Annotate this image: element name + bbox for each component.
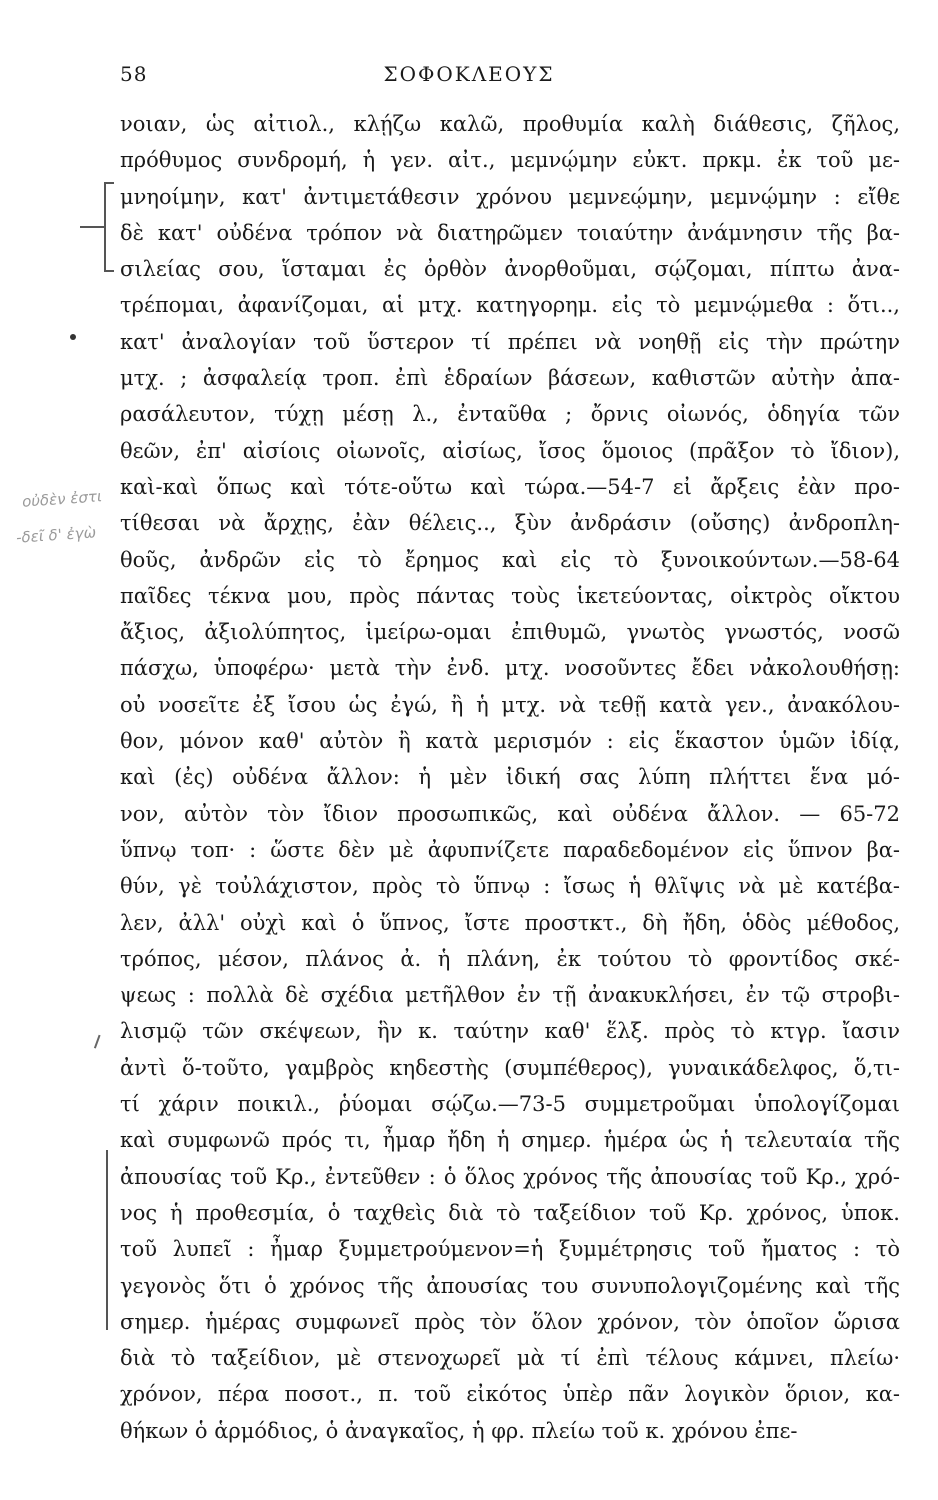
margin-dash	[80, 226, 106, 228]
page-header	[0, 56, 938, 92]
text-line: ὕπνῳ τοπ· : ὥστε δὲν μὲ ἀφυπνίζετε παραδεδομένον εἰς ὕπνον βα-	[120, 837, 900, 862]
commentary-text	[120, 106, 900, 1449]
text-line: μνηοίμην, κατ' ἀντιμετάθεσιν χρόνου μεμνεῴμην, μεμνῴμην : εἴθε	[120, 184, 900, 209]
text-line: τρέπομαι, ἀφανίζομαι, αἱ μτχ. κατηγορημ. εἰς τὸ μεμνῴμεθα : ὅτι..,	[120, 293, 900, 318]
text-line: καὶ (ἐς) οὐδένα ἄλλον: ἡ μὲν ἰδική σας λύπη πλήττει ἕνα μό-	[120, 765, 900, 790]
text-line: μτχ. ; ἀσφαλείᾳ τροπ. ἐπὶ ἑδραίων βάσεων, καθιστῶν αὐτὴν ἀπα-	[120, 366, 900, 391]
text-line: ἀντὶ ὅ-τοῦτο, γαμβρὸς κηδεστὴς (συμπέθερος), γυναικάδελφος, ὅ,τι-	[120, 1055, 900, 1080]
text-line: νον, αὐτὸν τὸν ἴδιον προσωπικῶς, καὶ οὐδένα ἄλλον. — 65-72	[120, 801, 900, 826]
text-line: δὲ κατ' οὐδένα τρόπον νὰ διατηρῶμεν τοιαύτην ἀνάμνησιν τῆς βα-	[120, 220, 900, 245]
text-line: τίθεσαι νὰ ἄρχῃς, ἐὰν θέλεις.., ξὺν ἀνδράσιν (οὔσης) ἀνδροπλη-	[120, 511, 900, 536]
text-line: κατ' ἀναλογίαν τοῦ ὕστερον τί πρέπει νὰ νοηθῇ εἰς τὴν πρώτην	[120, 329, 900, 354]
text-line: θεῶν, ἐπ' αἰσίοις οἰωνοῖς, αἰσίως, ἴσος ὅμοιος (πρᾶξον τὸ ἴδιον),	[120, 438, 900, 463]
text-line: τρόπος, μέσον, πλάνος ἀ. ἡ πλάνη, ἐκ τούτου τὸ φροντίδος σκέ-	[120, 946, 900, 971]
text-line: χρόνον, πέρα ποσοτ., π. τοῦ εἰκότος ὑπὲρ πᾶν λογικὸν ὅριον, κα-	[120, 1382, 900, 1407]
text-line: νοιαν, ὡς αἰτιολ., κλῄζω καλῶ, προθυμία καλὴ διάθεσις, ζῆλος,	[120, 112, 900, 136]
running-title: ΣΟΦΟΚΛΕΟΥΣ	[383, 62, 555, 86]
text-line: πρόθυμος συνδρομή, ἡ γεν. αἰτ., μεμνῴμην εὐκτ. πρκμ. ἐκ τοῦ με-	[120, 148, 900, 173]
text-line: ἀπουσίας τοῦ Κρ., ἐντεῦθεν : ὁ ὅλος χρόνος τῆς ἀπουσίας τοῦ Κρ., χρό-	[120, 1164, 900, 1189]
text-line: πάσχω, ὑποφέρω· μετὰ τὴν ἐνδ. μτχ. νοσοῦντες ἔδει νἀκολουθήσῃ:	[120, 656, 900, 681]
margin-tick	[94, 1035, 108, 1052]
text-line: παῖδες τέκνα μου, πρὸς πάντας τοὺς ἱκετεύοντας, οἰκτρὸς οἴκτου	[120, 583, 900, 608]
text-line: ρασάλευτον, τύχῃ μέσῃ λ., ἐνταῦθα ; ὄρνις οἰωνός, ὁδηγία τῶν	[120, 402, 900, 427]
text-line: καὶ συμφωνῶ πρός τι, ἦμαρ ἤδη ἡ σημερ. ἡμέρα ὡς ἡ τελευταία τῆς	[120, 1128, 900, 1153]
text-line: διὰ τὸ ταξείδιον, μὲ στενοχωρεῖ μὰ τί ἐπὶ τέλους κάμνει, πλείω·	[120, 1346, 900, 1371]
text-line: τί χάριν ποικιλ., ῥύομαι σῴζω.—73-5 συμμετροῦμαι ὑπολογίζομαι	[120, 1092, 900, 1117]
page-number: 58	[120, 62, 148, 86]
text-line: τοῦ λυπεῖ : ἦμαρ ξυμμετρούμενον=ἡ ξυμμέτρησις τοῦ ἤματος : τὸ	[120, 1237, 900, 1262]
text-line: θοῦς, ἀνδρῶν εἰς τὸ ἔρημος καὶ εἰς τὸ ξυνοικούντων.—58-64	[120, 547, 900, 572]
margin-vertical-line	[106, 1150, 112, 1330]
text-line: ψεως : πολλὰ δὲ σχέδια μετῆλθον ἐν τῇ ἀνακυκλήσει, ἐν τῷ στροβι-	[120, 983, 900, 1008]
margin-dot	[70, 334, 76, 340]
text-line: θύν, γὲ τοὐλάχιστον, πρὸς τὸ ὕπνῳ : ἴσως ἡ θλῖψις νὰ μὲ κατέβα-	[120, 874, 900, 899]
text-line: λεν, ἀλλ' οὐχὶ καὶ ὁ ὕπνος, ἴστε προστκτ., δὴ ἤδη, ὁδὸς μέθοδος,	[120, 910, 900, 935]
margin-handwritten-note: -δεῖ δ' ἐγὼ	[15, 523, 97, 547]
text-line: ἄξιος, ἀξιολύπητος, ἱμείρω-ομαι ἐπιθυμῶ, γνωτὸς γνωστός, νοσῶ	[120, 620, 900, 645]
text-line: σιλείας σου, ἵσταμαι ἐς ὀρθὸν ἀνορθοῦμαι, σῴζομαι, πίπτω ἀνα-	[120, 257, 900, 282]
text-line: σημερ. ἡμέρας συμφωνεῖ πρὸς τὸν ὅλον χρόνον, τὸν ὁποῖον ὥρισα	[120, 1309, 900, 1334]
text-line: θον, μόνον καθ' αὐτὸν ἢ κατὰ μερισμόν : εἰς ἕκαστον ὑμῶν ἰδίᾳ,	[120, 729, 900, 754]
text-line: λισμῷ τῶν σκέψεων, ἣν κ. ταύτην καθ' ἕλξ. πρὸς τὸ κτγρ. ἴασιν	[120, 1019, 900, 1044]
text-line: γεγονὸς ὅτι ὁ χρόνος τῆς ἀπουσίας του συνυπολογιζομένης καὶ τῆς	[120, 1273, 900, 1298]
text-line: καὶ-καὶ ὅπως καὶ τότε-οὕτω καὶ τώρα.—54-7 εἰ ἄρξεις ἐὰν προ-	[120, 474, 900, 499]
text-line: νος ἡ προθεσμία, ὁ ταχθεὶς διὰ τὸ ταξείδιον τοῦ Κρ. χρόνος, ὑποκ.	[120, 1200, 900, 1225]
text-line: οὐ νοσεῖτε ἐξ ἴσου ὡς ἐγώ, ἢ ἡ μτχ. νὰ τεθῇ κατὰ γεν., ἀνακόλου-	[120, 692, 900, 717]
text-line: θήκων ὁ ἁρμόδιος, ὁ ἀναγκαῖος, ἡ φρ. πλείω τοῦ κ. χρόνου ἐπε-	[120, 1418, 798, 1443]
margin-handwritten-note: οὐδὲν ἐστι	[21, 487, 103, 511]
